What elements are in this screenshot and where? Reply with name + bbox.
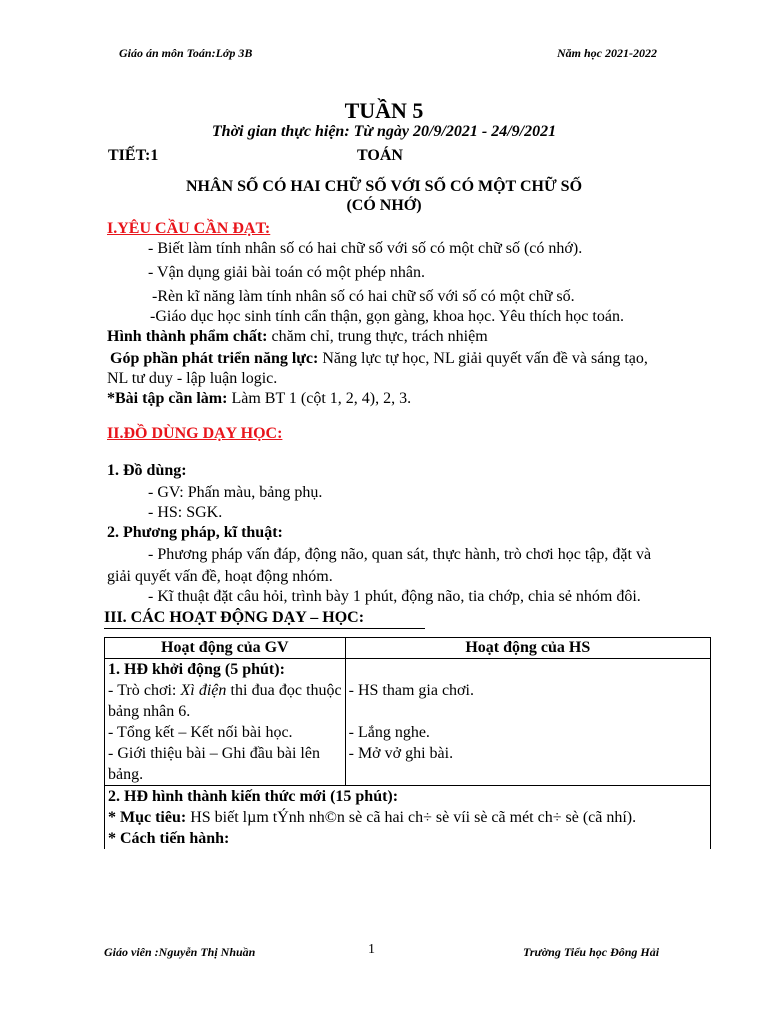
time-range: Thời gian thực hiện: Từ ngày 20/9/2021 - 24/9/2021 xyxy=(211,123,557,140)
activity1-hs-notes: - Mở vở ghi bài. xyxy=(348,745,454,762)
section1-heading: I.YÊU CẦU CẦN ĐẠT: xyxy=(107,220,271,237)
game-name: Xì điện xyxy=(180,682,227,699)
footer-school: Trường Tiểu học Đông Hải xyxy=(523,945,660,959)
col-header-student: Hoạt động của HS xyxy=(345,638,710,659)
header-left: Giáo án môn Toán:Lớp 3B xyxy=(119,46,253,60)
period-label: TIẾT:1 xyxy=(108,147,159,164)
goal-label: * Mục tiêu: xyxy=(108,809,187,826)
activity1-title: 1. HĐ khởi động (5 phút): xyxy=(108,661,285,678)
competence-line-2: NL tư duy - lập luận logic. xyxy=(107,370,278,387)
method-item: - Phương pháp vấn đáp, động não, quan sát, thực hành, trò chơi học tập, đặt và xyxy=(148,546,652,563)
material-item: - GV: Phấn màu, bảng phụ. xyxy=(148,484,323,501)
activity2-title: 2. HĐ hình thành kiến thức mới (15 phút): xyxy=(108,788,399,805)
goal-text: HS biết lµm tÝnh nh©n sè cã hai ch÷ sè víi sè cã mét ch÷ sè (cã nhí). xyxy=(186,809,637,826)
competence-label: Góp phần phát triển năng lực: xyxy=(110,350,319,367)
activities-table xyxy=(104,637,711,849)
method-item-cont: giải quyết vấn đề, hoạt động nhóm. xyxy=(107,568,333,585)
exercise-line xyxy=(107,389,411,409)
quality-line xyxy=(107,327,488,347)
activity1-gv-game: - Trò chơi: Xì điện thi đua đọc thuộc bảng nhân 6. xyxy=(108,682,342,720)
teacher-activities-1 xyxy=(105,659,346,786)
exercise-label: *Bài tập cần làm: xyxy=(107,390,228,407)
material-item: - HS: SGK. xyxy=(148,504,223,521)
week-title: TUẦN 5 xyxy=(344,98,424,123)
activity1-hs-listen: - Lắng nghe. xyxy=(348,724,430,741)
section3-heading: III. CÁC HOẠT ĐỘNG DẠY – HỌC: xyxy=(104,608,425,629)
quality-text: chăm chỉ, trung thực, trách nhiệm xyxy=(267,328,488,345)
exercise-text: Làm BT 1 (cột 1, 2, 4), 2, 3. xyxy=(227,390,412,407)
quality-label: Hình thành phẩm chất: xyxy=(107,328,268,345)
procedure-label: * Cách tiến hành: xyxy=(108,830,230,847)
header-right: Năm học 2021-2022 xyxy=(557,46,657,60)
technique-item: - Kĩ thuật đặt câu hỏi, trình bày 1 phút, động não, tia chớp, chia sẻ nhóm đôi. xyxy=(148,588,641,605)
activity1-gv-summary: - Tổng kết – Kết nối bài học. xyxy=(108,724,293,741)
materials-heading: 1. Đồ dùng: xyxy=(107,462,187,479)
subject-label: TOÁN xyxy=(357,147,403,164)
page-number: 1 xyxy=(368,942,375,957)
competence-line xyxy=(110,349,648,369)
section2-heading: II.ĐỒ DÙNG DẠY HỌC: xyxy=(107,425,283,442)
activity2-block xyxy=(105,786,711,850)
activity1-hs-play: - HS tham gia chơi. xyxy=(348,682,474,699)
activity1-gv-intro: - Giới thiệu bài – Ghi đầu bài lên bảng. xyxy=(108,745,320,783)
footer-teacher: Giáo viên :Nguyễn Thị Nhuần xyxy=(104,945,256,959)
student-activities-1 xyxy=(345,659,710,786)
competence-text: Năng lực tự học, NL giải quyết vấn đề và sáng tạo, xyxy=(318,350,648,367)
objective-item: - Biết làm tính nhân số có hai chữ số với số có một chữ số (có nhớ). xyxy=(148,240,583,257)
lesson-subtitle: (CÓ NHỚ) xyxy=(346,197,422,214)
col-header-teacher: Hoạt động của GV xyxy=(105,638,346,659)
objective-item: - Vận dụng giải bài toán có một phép nhân. xyxy=(148,264,425,281)
lesson-title: NHÂN SỐ CÓ HAI CHỮ SỐ VỚI SỐ CÓ MỘT CHỮ SỐ xyxy=(185,178,583,195)
objective-item: -Giáo dục học sinh tính cẩn thận, gọn gàng, khoa học. Yêu thích học toán. xyxy=(150,308,624,325)
methods-heading: 2. Phương pháp, kĩ thuật: xyxy=(107,524,283,541)
objective-item: -Rèn kĩ năng làm tính nhân số có hai chữ số với số có một chữ số. xyxy=(152,288,575,305)
